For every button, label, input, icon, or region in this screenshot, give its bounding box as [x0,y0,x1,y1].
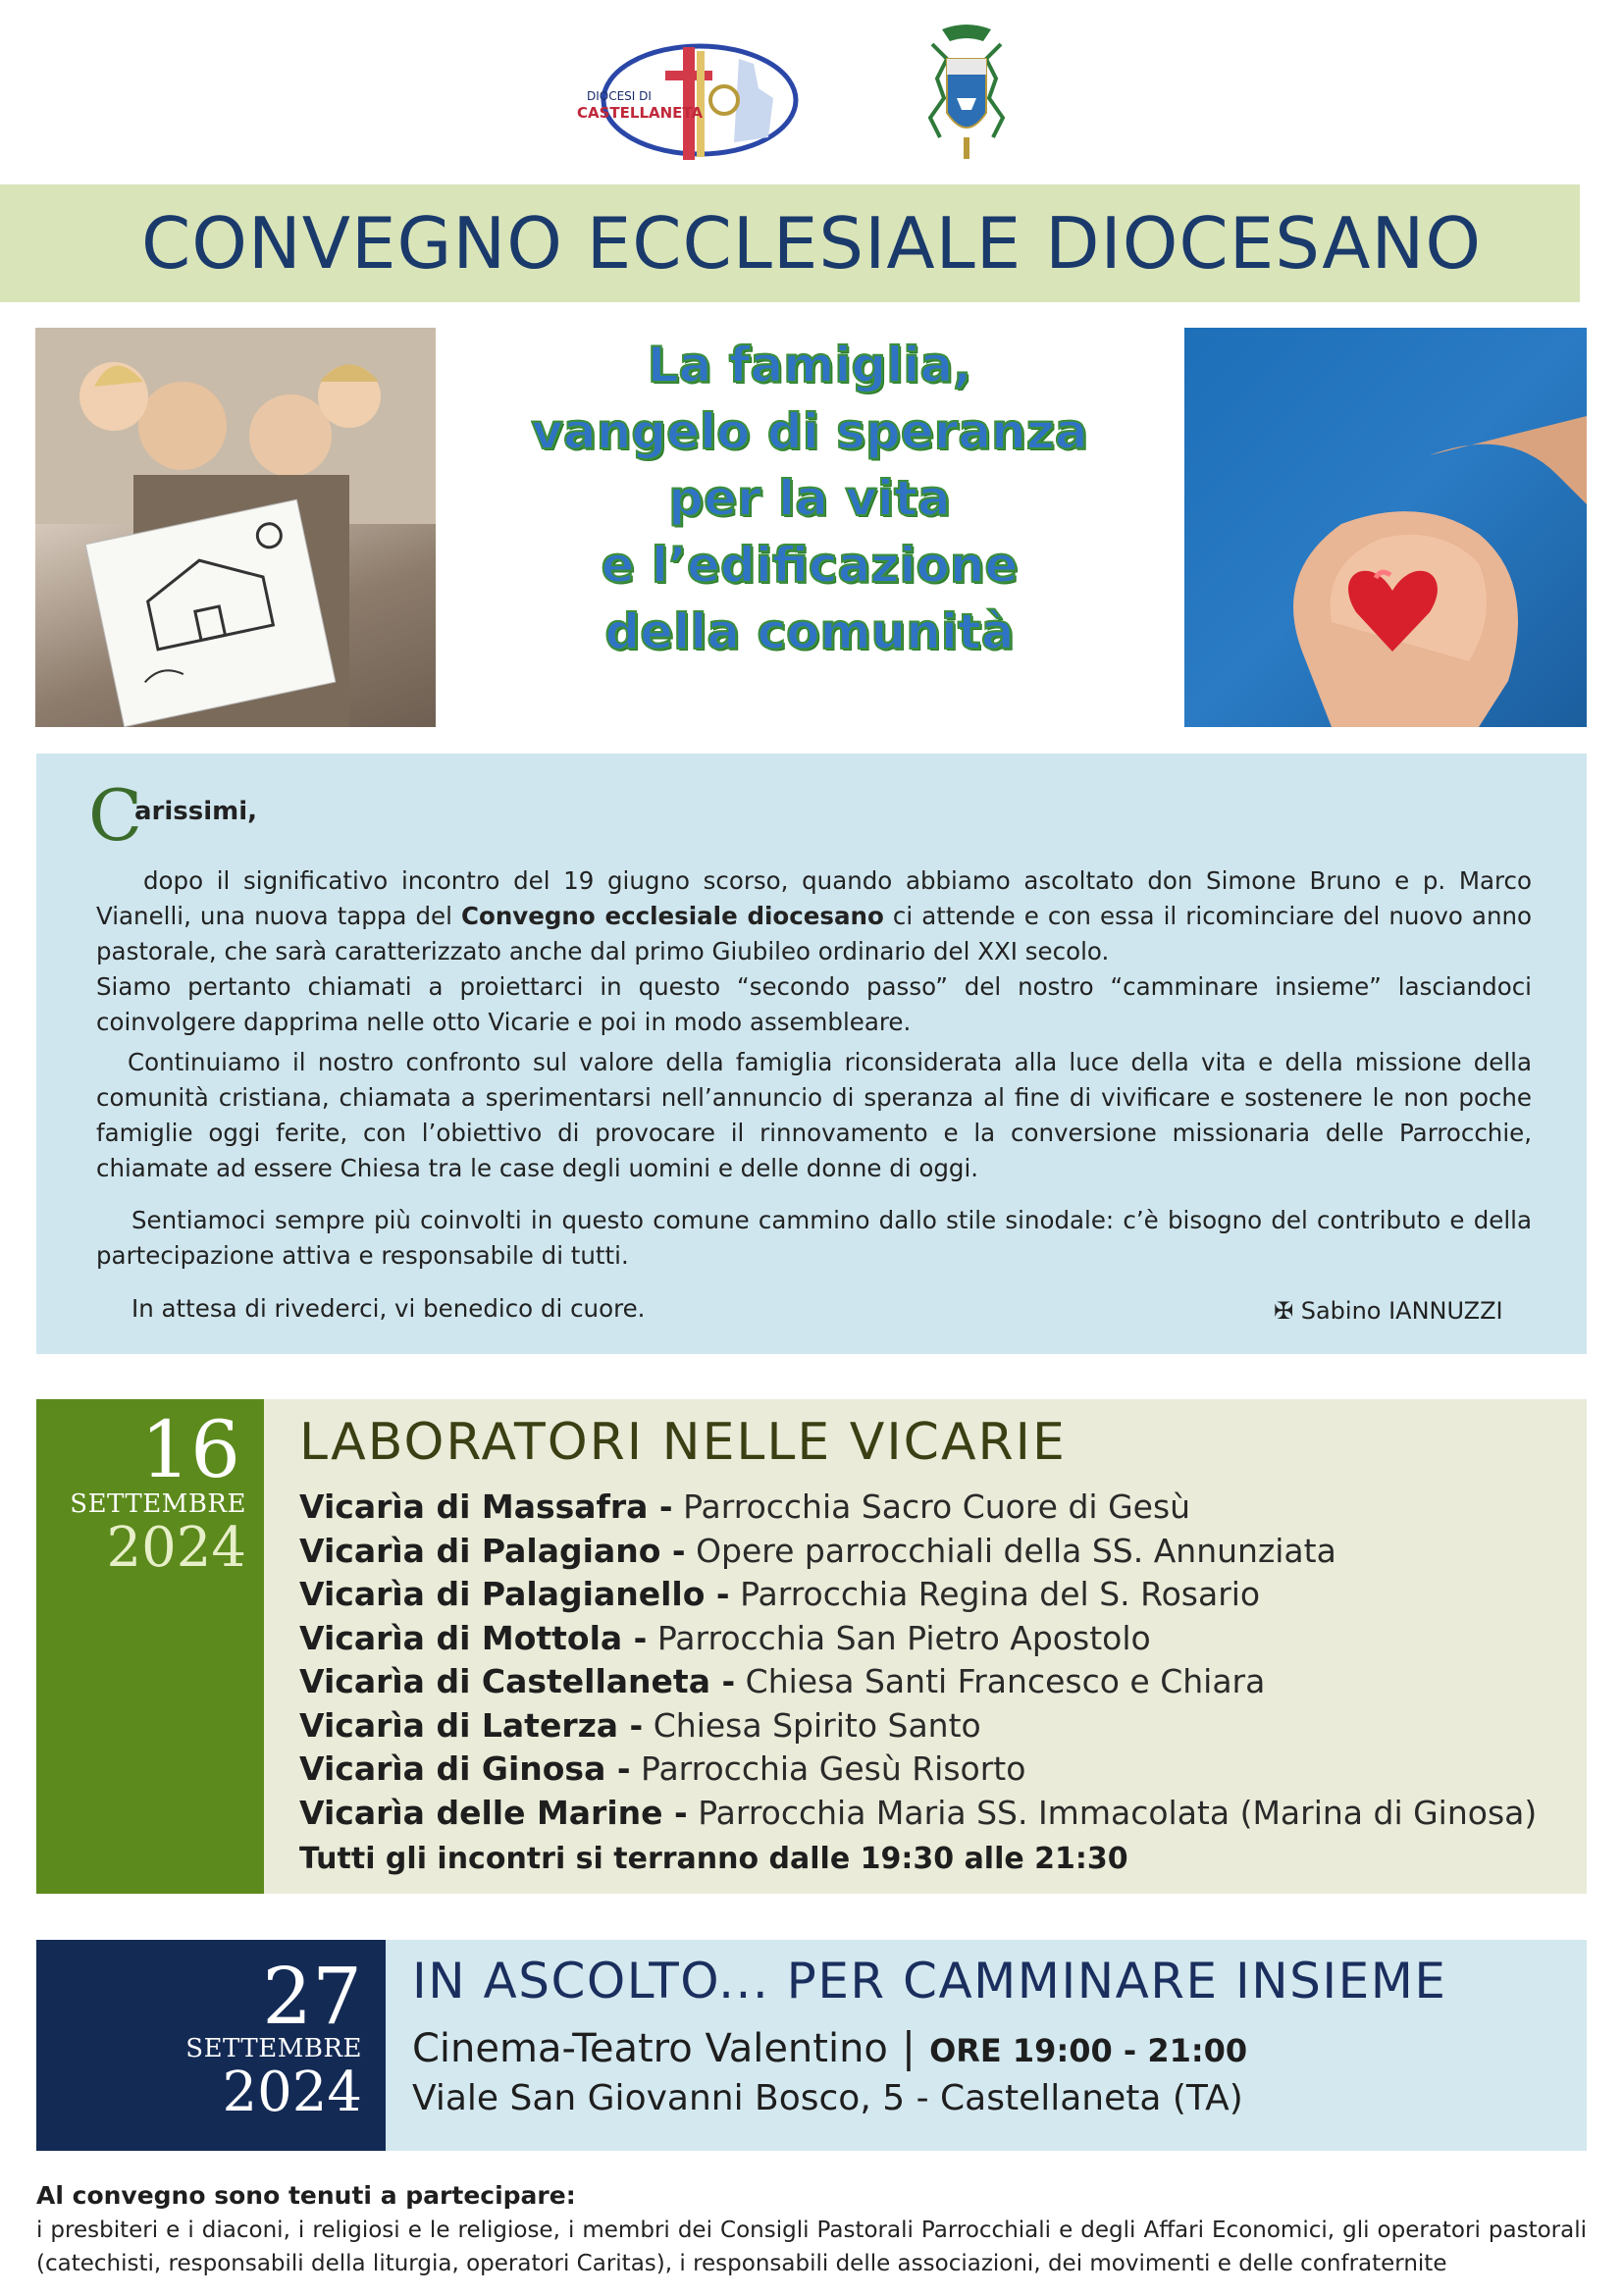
list-item [299,1660,1575,1704]
letter-dropcap: C [88,774,143,857]
ascolto-date-day: 27 [262,1951,362,2042]
vicaria-place: Parrocchia Gesù Risorto [630,1749,1026,1788]
family-photo [35,328,436,727]
vicaria-place: Parrocchia Sacro Cuore di Gesù [672,1487,1191,1526]
vicarie-list [299,1486,1575,1835]
vicaria-place: Chiesa Santi Francesco e Chiara [735,1662,1266,1700]
subtitle-line: della comunità [604,603,1015,660]
vicaria-place: Parrocchia San Pietro Apostolo [647,1618,1151,1657]
lab-date-year: 2024 [106,1516,246,1580]
ascolto-venue: Cinema-Teatro Valentino [412,2026,888,2071]
participants-text: i presbiteri e i diaconi, i religiosi e le religiose, i membri dei Consigli Pastorali Parrocchiali e degli Affari Economici, gli operatori pastorali (catechisti, responsabili della liturgia, operatori Caritas), i responsabili delle associazioni, dei movimenti e delle confraternite [36,2218,1587,2276]
list-item [299,1704,1575,1748]
diocese-logo [567,29,803,167]
ascolto-heading: IN ASCOLTO... PER CAMMINARE INSIEME [412,1953,1447,2009]
vicaria-name: Vicarìa di Castellaneta - [299,1662,736,1700]
event-subtitle [451,332,1168,665]
vicaria-name: Vicarìa di Massafra - [299,1487,673,1526]
ascolto-venue-line [412,2023,1247,2071]
letter-text: dopo il significativo incontro del 19 giugno scorso, quando abbiamo ascoltato don Simone Bruno e p. Marco Vianelli, una nuova tappa del [96,866,1532,930]
bishop-coat-of-arms [913,20,1021,167]
logo-text-line2: CASTELLANETA [577,104,704,122]
vicaria-name: Vicarìa di Ginosa - [299,1749,631,1788]
vicaria-place: Opere parrocchiali della SS. Annunziata [685,1531,1336,1570]
letter-paragraph-4: In attesa di rivederci, vi benedico di cuore. [131,1294,646,1323]
participants-title: Al convegno sono tenuti a partecipare: [36,2181,576,2210]
lab-heading: LABORATORI NELLE VICARIE [299,1413,1067,1472]
vicaria-place: Parrocchia Regina del S. Rosario [729,1575,1261,1613]
letter-paragraph-3: Sentiamoci sempre più coinvolti in questo comune cammino dallo stile sinodale: c’è bisogno del contributo e della partecipazione attiva e responsabile di tutti. [96,1206,1532,1270]
hands-heart-photo [1184,328,1587,727]
vicaria-name: Vicarìa delle Marine - [299,1793,688,1832]
subtitle-line: e l’edificazione [601,537,1019,594]
ascolto-time: ORE 19:00 - 21:00 [929,2032,1248,2069]
page-title: CONVEGNO ECCLESIALE DIOCESANO [140,202,1483,285]
lab-schedule-note: Tutti gli incontri si terranno dalle 19:30 alle 21:30 [299,1842,1128,1876]
list-item [299,1486,1575,1530]
list-item [299,1573,1575,1617]
vicaria-place: Chiesa Spirito Santo [643,1705,981,1745]
lab-date-day: 16 [140,1404,240,1495]
letter-salutation: arissimi, [134,797,258,826]
list-item [299,1530,1575,1574]
ascolto-date-year: 2024 [222,2061,362,2124]
vicaria-name: Vicarìa di Mottola - [299,1618,648,1657]
logo-text-line1: DIOCESI DI [587,89,652,103]
subtitle-line: per la vita [668,470,951,527]
subtitle-line: vangelo di speranza [531,403,1088,460]
letter-text: ci attende e con essa il ricominciare del nuovo anno pastorale, che sarà caratterizzato anche dal primo Giubileo ordinario del XXI secolo. [96,902,1532,965]
ascolto-address: Viale San Giovanni Bosco, 5 - Castellaneta (TA) [412,2078,1243,2118]
vicaria-name: Vicarìa di Palagianello - [299,1575,730,1613]
letter-paragraph-1 [96,863,1532,1040]
vicaria-name: Vicarìa di Laterza - [299,1705,644,1745]
letter-paragraph-2: Continuiamo il nostro confronto sul valore della famiglia riconsiderata alla luce della vita e della missione della comunità cristiana, chiamata a sperimentarsi nell’annuncio di speranza al fine di vivificare e sostenere le non poche famiglie oggi ferite, con l’obiettivo di provocare il rinnovamento e la conversione missionaria delle Parrocchie, chiamate ad essere Chiesa tra le case degli uomini e delle donne di oggi. [96,1048,1532,1182]
letter-text: Siamo pertanto chiamati a proiettarci in questo “secondo passo” del nostro “camminare insieme” lasciandoci coinvolgere dapprima nelle otto Vicarie e poi in modo assembleare. [96,972,1532,1036]
ascolto-date-month: SETTEMBRE [185,2034,362,2063]
lab-date-month: SETTEMBRE [70,1489,246,1519]
list-item [299,1617,1575,1661]
vicaria-name: Vicarìa di Palagiano - [299,1531,686,1570]
list-item [299,1792,1575,1836]
vicaria-place: Parrocchia Maria SS. Immacolata (Marina di Ginosa) [687,1793,1538,1832]
list-item [299,1748,1575,1792]
letter-signature: ✠ Sabino IANNUZZI [1274,1297,1503,1325]
subtitle-line: La famiglia, [647,337,972,393]
letter-bold-text: Convegno ecclesiale diocesano [461,902,884,930]
ascolto-separator: | [901,2023,916,2071]
